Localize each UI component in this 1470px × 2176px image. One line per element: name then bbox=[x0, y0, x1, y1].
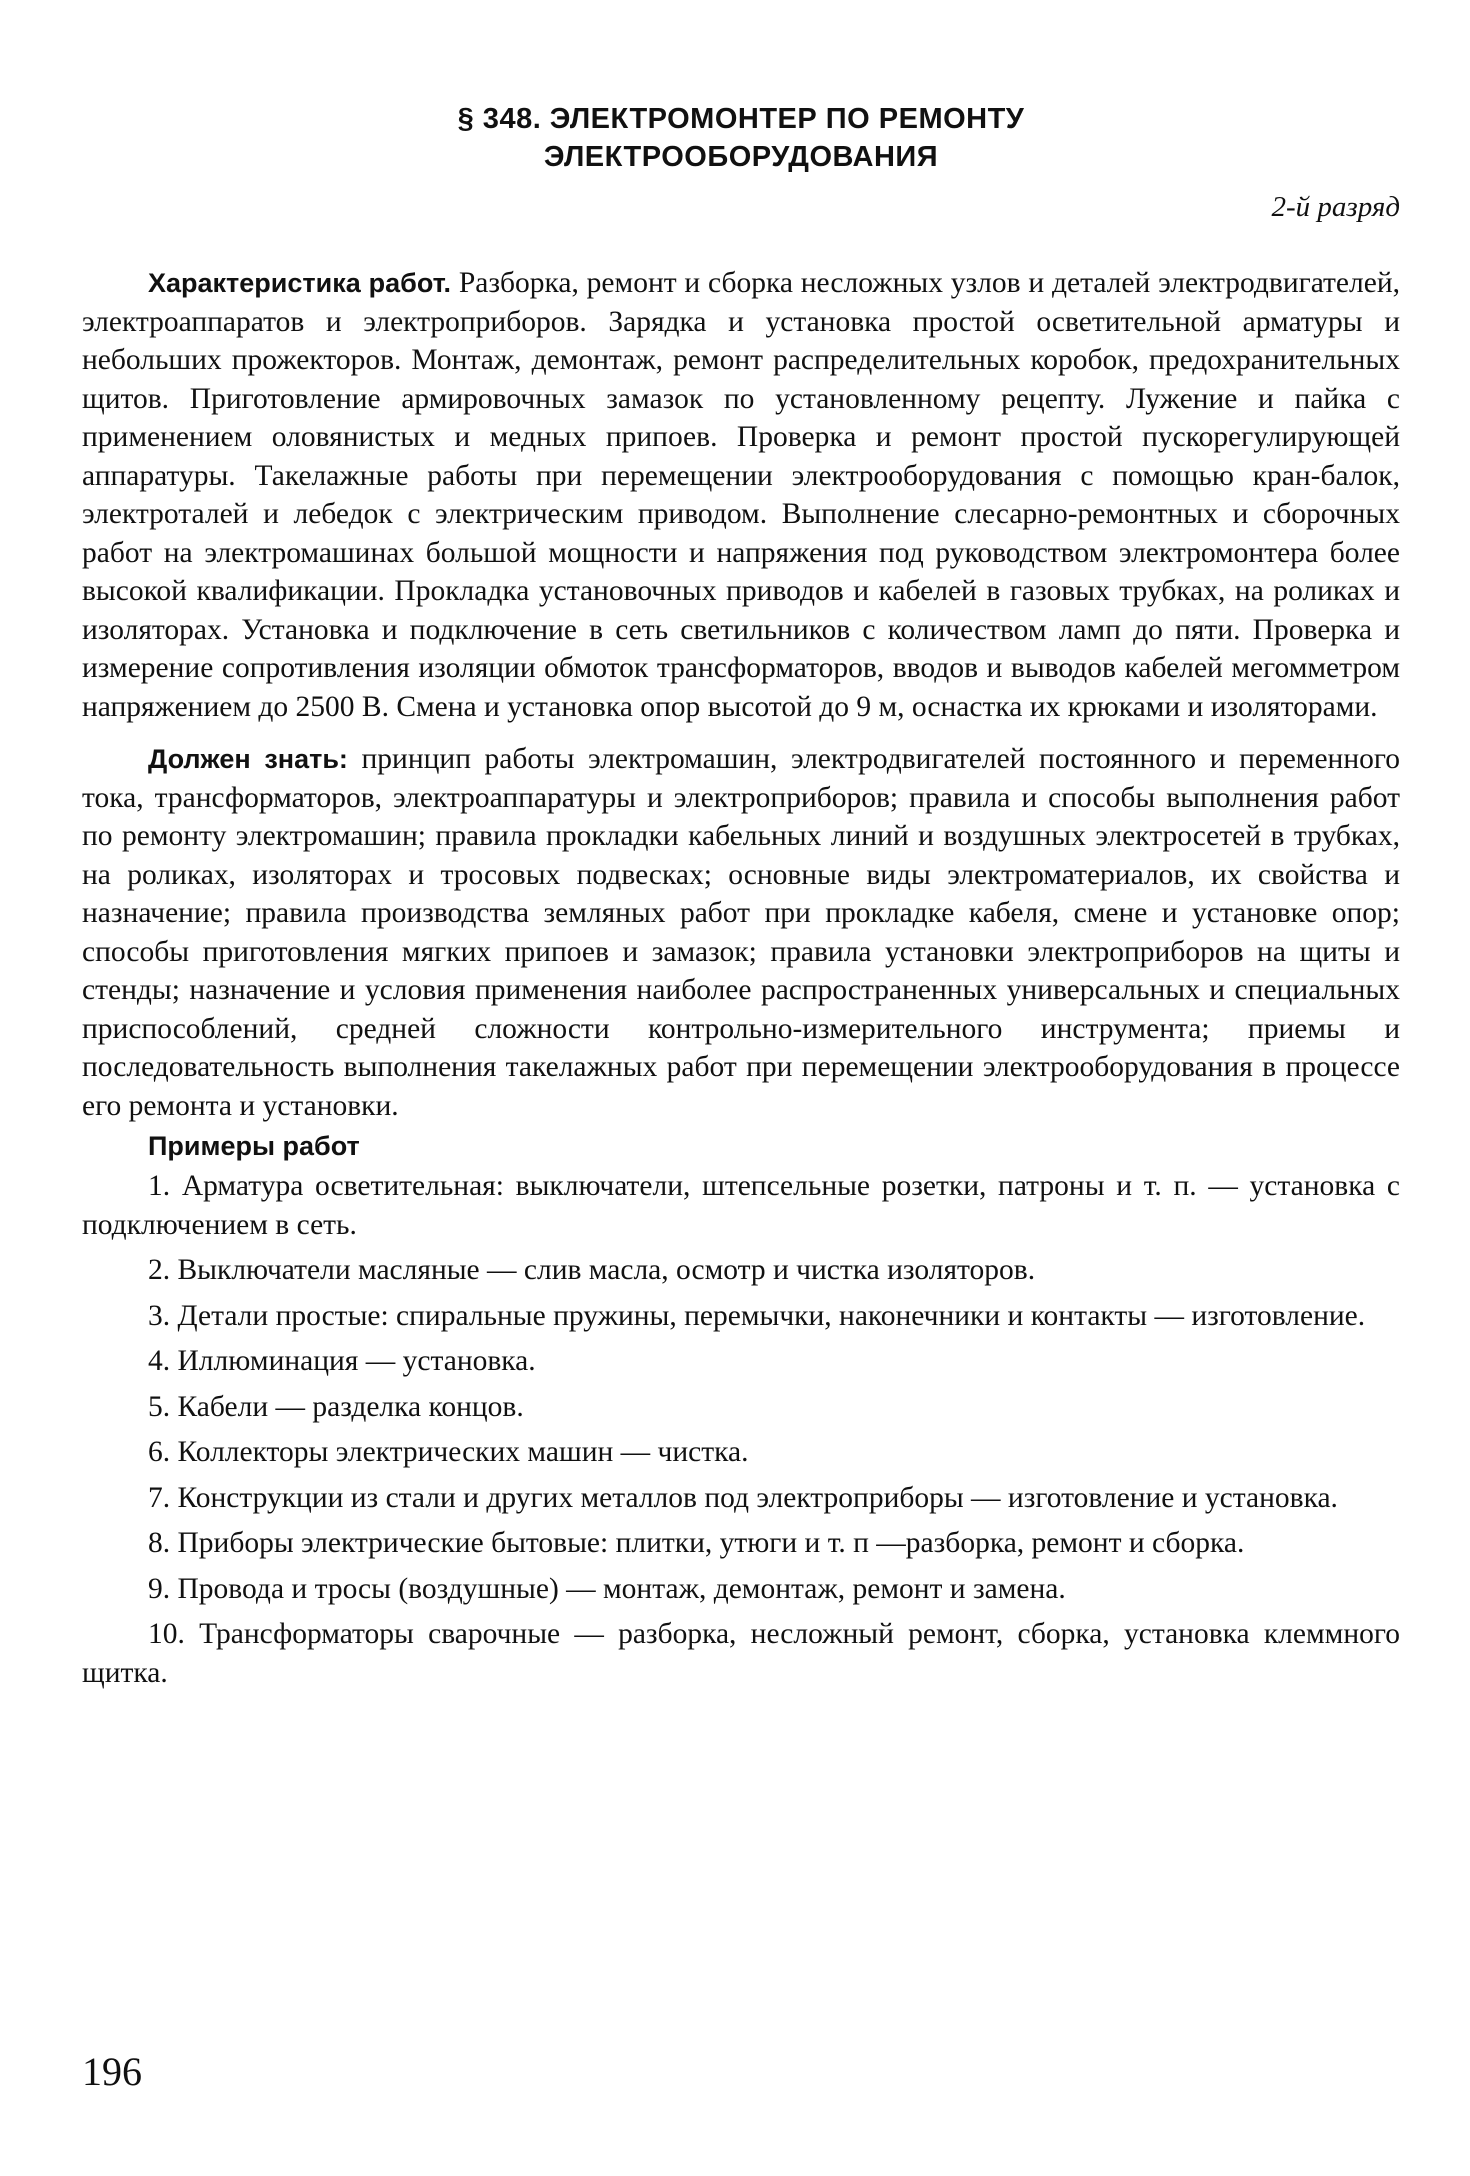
example-item: 6. Коллекторы электрических машин — чистка. bbox=[148, 1436, 749, 1468]
knowledge-text: принцип работы электромашин, электродвигателей постоянного и переменного тока, трансформаторов, электроаппаратуры и электроприборов; правила и способы выполнения работ по ремонту электромашин; правила прокладки кабельных линий и воздушных электросетей в трубках, на роликах, изоляторах и тросовых подвесках; основные виды электроматериалов, их свойства и назначение; правила производства земляных работ при прокладке кабеля, смене и установке опор; способы приготовления мягких припоев и замазок; правила установки электроприборов на щиты и стенды; назначение и условия применения наиболее распространенных универсальных и специальных приспособлений, средней сложности контрольно-измерительного инструмента; приемы и последовательность выполнения такелажных работ при перемещении электрооборудования в процессе его ремонта и установки. bbox=[82, 743, 1400, 1122]
characteristics-paragraph bbox=[82, 264, 1400, 726]
examples-heading: Примеры работ bbox=[148, 1131, 360, 1161]
example-item: 2. Выключатели масляные — слив масла, осмотр и чистка изоляторов. bbox=[148, 1254, 1036, 1286]
section-title bbox=[82, 100, 1400, 176]
example-item: 9. Провода и тросы (воздушные) — монтаж, демонтаж, ремонт и замена. bbox=[148, 1572, 1066, 1605]
example-item: 1. Арматура осветительная: выключатели, штепсельные розетки, патроны и т. п. — установка с подключением в сеть. bbox=[82, 1170, 1400, 1241]
example-item: 8. Приборы электрические бытовые: плитки, утюги и т. п —разборка, ремонт и сборка. bbox=[148, 1527, 1245, 1559]
page-number: 196 bbox=[82, 2049, 142, 2094]
examples-list bbox=[82, 1167, 1400, 1692]
knowledge-label: Должен знать: bbox=[148, 744, 348, 774]
document-page bbox=[82, 100, 1400, 1699]
example-item: 7. Конструкции из стали и других металлов под электроприборы — изготовление и установка. bbox=[148, 1481, 1338, 1514]
example-item: 4. Иллюминация — установка. bbox=[148, 1345, 536, 1377]
knowledge-paragraph bbox=[82, 740, 1400, 1125]
section-title-line-2: ЭЛЕКТРООБОРУДОВАНИЯ bbox=[543, 141, 939, 173]
section-title-line-1: § 348. ЭЛЕКТРОМОНТЕР ПО РЕМОНТУ bbox=[457, 103, 1025, 135]
example-item: 5. Кабели — разделка концов. bbox=[148, 1390, 524, 1423]
example-item: 3. Детали простые: спиральные пружины, перемычки, наконечники и контакты — изготовление. bbox=[148, 1299, 1366, 1332]
characteristics-label: Характеристика работ. bbox=[148, 268, 452, 298]
example-item: 10. Трансформаторы сварочные — разборка, несложный ремонт, сборка, установка клеммного щитка. bbox=[82, 1618, 1400, 1689]
characteristics-text: Разборка, ремонт и сборка несложных узлов и деталей электродвигателей, электроаппаратов и электроприборов. Зарядка и установка простой осветительной арматуры и небольших прожекторов. Монтаж, демонтаж, ремонт распределительных коробок, предохранительных щитов. Приготовление армировочных замазок по установленному рецепту. Лужение и пайка с применением оловянистых и медных припоев. Проверка и ремонт простой пускорегулирующей аппаратуры. Такелажные работы при перемещении электрооборудования с помощью кран-балок, электроталей и лебедок с электрическим приводом. Выполнение слесарно-ремонтных и сборочных работ на электромашинах большой мощности и напряжения под руководством электромонтера более высокой квалификации. Прокладка установочных приводов и кабелей в газовых трубках, на роликах и изоляторах. Установка и подключение в сеть светильников с количеством ламп до пяти. Проверка и измерение сопротивления изоляции обмоток трансформаторов, вводов и выводов кабелей мегомметром напряжением до 2500 В. Смена и установка опор высотой до 9 м, оснастка их крюками и изоляторами. bbox=[82, 267, 1400, 723]
grade-label: 2-й разряд bbox=[1271, 191, 1400, 223]
